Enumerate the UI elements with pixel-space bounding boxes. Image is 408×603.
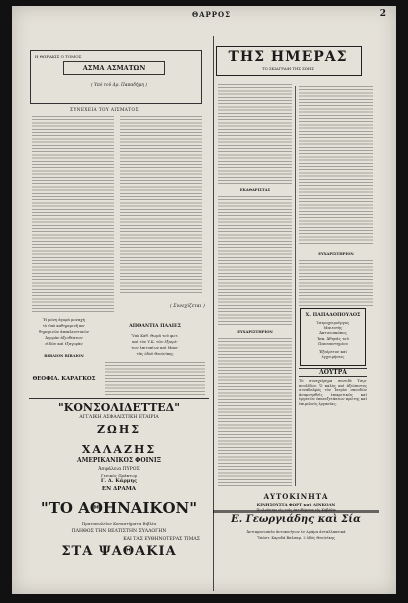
pharmacy-ad-line: Ὑπὸ Καθ. Θωμᾶ τοῦ φωτ. [131, 334, 179, 338]
auto-ad-line: Ἀντιπροσωπεῖα ἀυτοκινήτων ἐν Δράμα ἀνταλλακτικά [246, 530, 346, 534]
poem-text-col2 [120, 116, 202, 294]
doctor-ad-line: Πανεπιστημίου [318, 341, 348, 346]
insurance-ad-company: "ΚΟΝΣΟΛΙΔΕΤΤΕΔ" [58, 401, 180, 414]
insurance-ad-subtitle: ΑΓΓΛΙΚΗ ΑΣΦΑΛΙΣΤΙΚΗ ΕΤΑΙΡΙΑ [79, 415, 159, 420]
insurance-ad-fire: Ἀσφάλεια ΠΥΡΟΣ [98, 467, 140, 472]
day-column-text [218, 196, 292, 326]
pharmacy-ad-line: τᾶς ὁδοῦ Θεσ/νίκης [136, 352, 174, 356]
doctor-ad-line: Ἐξαίρετον καὶ [319, 349, 347, 354]
day-column-text [218, 84, 292, 184]
ink-smudge [213, 510, 379, 513]
poem-translator: ( Υπό τοῦ Δρ. Παπαδήμη ) [91, 83, 147, 88]
athinaikon-ad-line: Πρατοπωλεῖον Καταστήματα Βιβλία [81, 521, 157, 526]
auto-ad [217, 490, 375, 550]
bank-ad-line: Ἀγορὰν ἀξιοθέατων [45, 336, 83, 340]
day-section-label: ΕΥΧΑΡΙΣΤΗΡΙΟΝ [318, 252, 354, 256]
doctor-ad-line: Ἱππ. Ἀθηνᾶς τοῦ [317, 336, 349, 341]
insurance-ad-life: ΖΩΗΣ [97, 423, 141, 436]
doctor-ad-line: ἐγχειρήσεις [321, 354, 345, 359]
day-column-text [218, 338, 292, 486]
page-number: 2 [379, 9, 386, 19]
loutra-text: Τὸ συνεχείρημα συνειδὲ Τσιρ-πουλίδου. Ὁ καλὸς καί ἀξιόπιστος συναδελφὸς τὸν Ἰατρὸν σπουδών ἀναμνησθεὶς ἐπικριτικῶς καί ἐργατῶν ἐπανεξετάσεων πρώτης καί ἐπιμελούς ἐργασίας. [299, 379, 367, 406]
poem-chapter-heading: ΣΥΝΕΧΕΙΑ ΤΟΥ ΑΙΣΜΑΤΟΣ [70, 108, 139, 113]
athinaikon-ad-slogan: ΣΤΑ ΨΑΘΑΚΙΑ [61, 544, 177, 559]
pharmacy-ad-line: των ἐπιτοπίων καὶ Μποι- [131, 346, 179, 350]
poem-title: ΑΣΜΑ ΑΣΜΑΤΩΝ [63, 61, 165, 75]
poem-header-box [30, 50, 202, 104]
bank-ad-line: Ἡ μόνη ἀγορὰ μοναχὴ [43, 318, 85, 322]
day-column-header [216, 46, 362, 76]
news-text-right [299, 86, 373, 246]
auto-ad-line: Ὑπόστ. Καρυδά Βαλσαμ. 2 ὁδὸς Θεσ/νίκης [257, 536, 335, 540]
column-rule [213, 36, 214, 591]
pharmacy-ad-heading: ΑΠΘΑΝΤΙΑ ΠΑΛΙΕΣ [129, 324, 181, 329]
doctor-ad-line: Μαιευτὴς [323, 325, 343, 330]
athinaikon-ad-title: "ΤΟ ΑΘΗΝΑΙΚΟΝ" [40, 499, 198, 517]
poem-text-col1 [32, 116, 114, 312]
insurance-ad-agent: Γ. Δ. Κάρμης [100, 478, 138, 484]
newspaper-title: ΘΑΡΡΟΣ [192, 10, 232, 19]
loutra-heading: ΛΟΥΤΡΑ [299, 368, 367, 377]
bank-ad-line: ΒΙΒΛΙΟΝ ΒΙΒΛΙΟΝ [44, 354, 84, 358]
bank-ad [31, 314, 97, 398]
auto-ad-title: ΑΥΤΟΚΙΝΗΤΑ [263, 492, 329, 501]
doctor-ad-line: Ἀκτινοσκόπος [319, 330, 347, 335]
pharmacy-ad-line: καὶ τὸν Υ.Κ. τῶν ἐξαιρέ- [132, 340, 178, 344]
bank-ad-name: ΘΕΟΦΙΛ. ΚΑΡΑΓΚΟΣ [32, 376, 96, 382]
bank-ad-line: εἰδῶν καὶ ἐξαγορὰν [45, 342, 83, 346]
athinaikon-ad-line: ΚΑΙ ΤΑΣ ΕΥΘΗΝΟΤΕΡΑΣ ΤΙΜΑΣ [123, 537, 200, 542]
insurance-ad [29, 398, 209, 507]
day-section-label: ΕΥΧΑΡΙΣΤΗΡΙΟΝ [237, 330, 273, 334]
pharmacy-ad [101, 322, 209, 402]
day-column-title: ΤΗΣ ΗΜΕΡΑΣ [228, 49, 348, 65]
insurance-ad-agent-label: Γενικὸς Πράκτωρ [100, 473, 138, 478]
poem-section [30, 26, 210, 326]
doctor-ad [300, 308, 366, 366]
athinaikon-ad-line: ΠΛΗΘΟΣ ΤΗΝ ΒΕΛΤΙΣΤΗΝ ΣΥΛΛΟΓΗΝ [71, 529, 167, 534]
auto-ad-brands: ΚΙΝΗΣΟΥΣΤΑ ΦΩΡΤ καὶ ΛΙΝΚΟΛΝ [256, 502, 336, 507]
athinaikon-ad [28, 499, 210, 603]
column-rule [295, 86, 296, 486]
poem-signature: ( Συνεχίζεται ) [170, 304, 205, 309]
bank-ad-line: θημερινῶν ἀποκλειστικῶν [39, 330, 89, 334]
loutra-section [299, 368, 367, 479]
pharmacy-ad-text [105, 362, 205, 396]
auto-ad-dealer: Ε. Γεωργιάδης καὶ Σία [231, 514, 361, 525]
newspaper-page [12, 6, 396, 594]
insurance-ad-city: ΕΝ ΔΡΑΜΑ [101, 486, 137, 492]
doctor-ad-name: Χ. ΠΑΠΑΔΟΠΟΥΛΟΣ [305, 312, 361, 318]
insurance-ad-phoenix: ΑΜΕΡΙΚΑΝΙΚΟΣ ΦΟΙΝΙΞ [77, 457, 161, 464]
bank-ad-line: τὸ ὑπὸ καθημερινῆ κα- [42, 324, 86, 328]
day-section-label: ΕΚΑΘΑΡΙΣΤΑΣ [239, 188, 271, 192]
poem-corner-label: Η ΘΩΡΑΚΙΣ Ο ΤΟΜΟΣ [35, 54, 82, 59]
insurance-ad-hail: ΧΑΛΑΖΗΣ [81, 443, 157, 456]
masthead [12, 9, 396, 27]
news-text-right [299, 260, 373, 306]
doctor-ad-line: Ἰατροχειροῦργος [316, 320, 350, 325]
day-column-subtitle: ΤΟ ΣΚΙΑΓΡΑΦΙ ΤΗΣ ΖΩΗΣ [262, 66, 314, 71]
